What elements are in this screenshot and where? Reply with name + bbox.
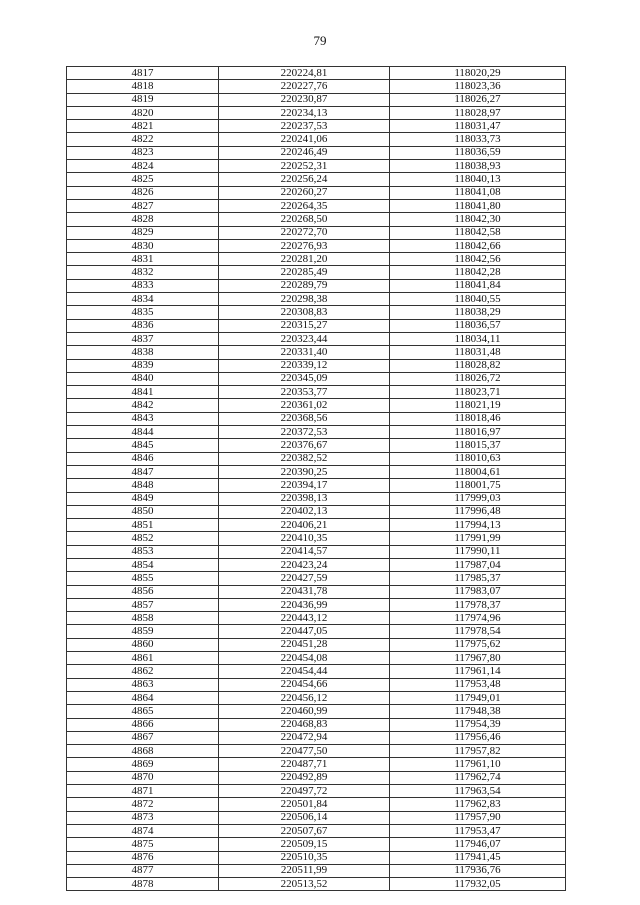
x-coordinate-cell: 220252,31 xyxy=(219,160,390,173)
table-row xyxy=(67,864,566,877)
point-number-cell: 4821 xyxy=(67,120,219,133)
table-row xyxy=(67,306,566,319)
point-number-cell: 4824 xyxy=(67,160,219,173)
x-coordinate-cell: 220281,20 xyxy=(219,253,390,266)
point-number-cell: 4830 xyxy=(67,239,219,252)
point-number-cell: 4870 xyxy=(67,771,219,784)
x-coordinate-cell: 220398,13 xyxy=(219,492,390,505)
x-coordinate-cell: 220276,93 xyxy=(219,239,390,252)
y-coordinate-cell: 117962,74 xyxy=(390,771,566,784)
point-number-cell: 4856 xyxy=(67,585,219,598)
table-row xyxy=(67,798,566,811)
table-row xyxy=(67,266,566,279)
x-coordinate-cell: 220234,13 xyxy=(219,106,390,119)
x-coordinate-cell: 220289,79 xyxy=(219,279,390,292)
y-coordinate-cell: 118018,46 xyxy=(390,412,566,425)
table-row xyxy=(67,186,566,199)
x-coordinate-cell: 220454,08 xyxy=(219,652,390,665)
y-coordinate-cell: 117991,99 xyxy=(390,532,566,545)
point-number-cell: 4852 xyxy=(67,532,219,545)
table-row xyxy=(67,745,566,758)
x-coordinate-cell: 220451,28 xyxy=(219,638,390,651)
x-coordinate-cell: 220447,05 xyxy=(219,625,390,638)
table-row xyxy=(67,824,566,837)
y-coordinate-cell: 118031,48 xyxy=(390,346,566,359)
point-number-cell: 4875 xyxy=(67,838,219,851)
table-row xyxy=(67,359,566,372)
y-coordinate-cell: 117985,37 xyxy=(390,572,566,585)
x-coordinate-cell: 220431,78 xyxy=(219,585,390,598)
point-number-cell: 4854 xyxy=(67,558,219,571)
point-number-cell: 4844 xyxy=(67,426,219,439)
x-coordinate-cell: 220368,56 xyxy=(219,412,390,425)
table-row xyxy=(67,718,566,731)
y-coordinate-cell: 117963,54 xyxy=(390,785,566,798)
point-number-cell: 4860 xyxy=(67,638,219,651)
point-number-cell: 4847 xyxy=(67,465,219,478)
point-number-cell: 4866 xyxy=(67,718,219,731)
y-coordinate-cell: 118036,57 xyxy=(390,319,566,332)
y-coordinate-cell: 118026,27 xyxy=(390,93,566,106)
x-coordinate-cell: 220410,35 xyxy=(219,532,390,545)
point-number-cell: 4840 xyxy=(67,372,219,385)
y-coordinate-cell: 117978,54 xyxy=(390,625,566,638)
y-coordinate-cell: 117978,37 xyxy=(390,598,566,611)
y-coordinate-cell: 118036,59 xyxy=(390,146,566,159)
x-coordinate-cell: 220361,02 xyxy=(219,399,390,412)
point-number-cell: 4826 xyxy=(67,186,219,199)
y-coordinate-cell: 118001,75 xyxy=(390,479,566,492)
x-coordinate-cell: 220339,12 xyxy=(219,359,390,372)
table-row xyxy=(67,465,566,478)
table-row xyxy=(67,226,566,239)
y-coordinate-cell: 117962,83 xyxy=(390,798,566,811)
x-coordinate-cell: 220353,77 xyxy=(219,386,390,399)
y-coordinate-cell: 118042,30 xyxy=(390,213,566,226)
point-number-cell: 4865 xyxy=(67,705,219,718)
point-number-cell: 4825 xyxy=(67,173,219,186)
table-row xyxy=(67,705,566,718)
point-number-cell: 4863 xyxy=(67,678,219,691)
y-coordinate-cell: 117987,04 xyxy=(390,558,566,571)
point-number-cell: 4849 xyxy=(67,492,219,505)
table-row xyxy=(67,80,566,93)
x-coordinate-cell: 220331,40 xyxy=(219,346,390,359)
y-coordinate-cell: 117961,10 xyxy=(390,758,566,771)
x-coordinate-cell: 220414,57 xyxy=(219,545,390,558)
point-number-cell: 4853 xyxy=(67,545,219,558)
table-row xyxy=(67,519,566,532)
y-coordinate-cell: 118023,71 xyxy=(390,386,566,399)
x-coordinate-cell: 220468,83 xyxy=(219,718,390,731)
x-coordinate-cell: 220268,50 xyxy=(219,213,390,226)
x-coordinate-cell: 220507,67 xyxy=(219,824,390,837)
point-number-cell: 4822 xyxy=(67,133,219,146)
y-coordinate-cell: 117990,11 xyxy=(390,545,566,558)
table-row xyxy=(67,838,566,851)
coordinates-table xyxy=(66,66,566,891)
table-row xyxy=(67,279,566,292)
point-number-cell: 4817 xyxy=(67,67,219,80)
point-number-cell: 4829 xyxy=(67,226,219,239)
y-coordinate-cell: 118042,66 xyxy=(390,239,566,252)
table-row xyxy=(67,612,566,625)
y-coordinate-cell: 118028,97 xyxy=(390,106,566,119)
point-number-cell: 4827 xyxy=(67,199,219,212)
x-coordinate-cell: 220285,49 xyxy=(219,266,390,279)
x-coordinate-cell: 220315,27 xyxy=(219,319,390,332)
table-row xyxy=(67,412,566,425)
point-number-cell: 4878 xyxy=(67,878,219,891)
point-number-cell: 4832 xyxy=(67,266,219,279)
table-row xyxy=(67,691,566,704)
table-row xyxy=(67,173,566,186)
point-number-cell: 4871 xyxy=(67,785,219,798)
x-coordinate-cell: 220241,06 xyxy=(219,133,390,146)
table-row xyxy=(67,638,566,651)
x-coordinate-cell: 220227,76 xyxy=(219,80,390,93)
y-coordinate-cell: 117974,96 xyxy=(390,612,566,625)
x-coordinate-cell: 220510,35 xyxy=(219,851,390,864)
x-coordinate-cell: 220472,94 xyxy=(219,731,390,744)
table-row xyxy=(67,67,566,80)
point-number-cell: 4872 xyxy=(67,798,219,811)
point-number-cell: 4858 xyxy=(67,612,219,625)
point-number-cell: 4874 xyxy=(67,824,219,837)
x-coordinate-cell: 220323,44 xyxy=(219,332,390,345)
y-coordinate-cell: 118016,97 xyxy=(390,426,566,439)
point-number-cell: 4831 xyxy=(67,253,219,266)
y-coordinate-cell: 117941,45 xyxy=(390,851,566,864)
point-number-cell: 4869 xyxy=(67,758,219,771)
point-number-cell: 4877 xyxy=(67,864,219,877)
x-coordinate-cell: 220436,99 xyxy=(219,598,390,611)
table-row xyxy=(67,426,566,439)
table-row xyxy=(67,106,566,119)
table-row xyxy=(67,492,566,505)
x-coordinate-cell: 220511,99 xyxy=(219,864,390,877)
table-row xyxy=(67,239,566,252)
y-coordinate-cell: 117967,80 xyxy=(390,652,566,665)
table-row xyxy=(67,479,566,492)
table-row xyxy=(67,665,566,678)
table-row xyxy=(67,372,566,385)
point-number-cell: 4857 xyxy=(67,598,219,611)
point-number-cell: 4855 xyxy=(67,572,219,585)
table-row xyxy=(67,213,566,226)
table-row xyxy=(67,399,566,412)
point-number-cell: 4820 xyxy=(67,106,219,119)
y-coordinate-cell: 118031,47 xyxy=(390,120,566,133)
x-coordinate-cell: 220260,27 xyxy=(219,186,390,199)
table-row xyxy=(67,811,566,824)
point-number-cell: 4842 xyxy=(67,399,219,412)
point-number-cell: 4828 xyxy=(67,213,219,226)
table-row xyxy=(67,851,566,864)
y-coordinate-cell: 117961,14 xyxy=(390,665,566,678)
point-number-cell: 4873 xyxy=(67,811,219,824)
point-number-cell: 4823 xyxy=(67,146,219,159)
y-coordinate-cell: 117936,76 xyxy=(390,864,566,877)
table-row xyxy=(67,253,566,266)
coordinates-table-body xyxy=(67,67,566,891)
x-coordinate-cell: 220456,12 xyxy=(219,691,390,704)
point-number-cell: 4833 xyxy=(67,279,219,292)
y-coordinate-cell: 118040,55 xyxy=(390,293,566,306)
x-coordinate-cell: 220272,70 xyxy=(219,226,390,239)
table-row xyxy=(67,146,566,159)
x-coordinate-cell: 220345,09 xyxy=(219,372,390,385)
table-row xyxy=(67,93,566,106)
x-coordinate-cell: 220501,84 xyxy=(219,798,390,811)
table-row xyxy=(67,625,566,638)
y-coordinate-cell: 118042,56 xyxy=(390,253,566,266)
y-coordinate-cell: 118028,82 xyxy=(390,359,566,372)
table-row xyxy=(67,293,566,306)
y-coordinate-cell: 117999,03 xyxy=(390,492,566,505)
x-coordinate-cell: 220376,67 xyxy=(219,439,390,452)
point-number-cell: 4876 xyxy=(67,851,219,864)
x-coordinate-cell: 220256,24 xyxy=(219,173,390,186)
x-coordinate-cell: 220406,21 xyxy=(219,519,390,532)
point-number-cell: 4850 xyxy=(67,505,219,518)
point-number-cell: 4851 xyxy=(67,519,219,532)
y-coordinate-cell: 117996,48 xyxy=(390,505,566,518)
table-row xyxy=(67,678,566,691)
table-row xyxy=(67,585,566,598)
y-coordinate-cell: 117994,13 xyxy=(390,519,566,532)
y-coordinate-cell: 117957,90 xyxy=(390,811,566,824)
y-coordinate-cell: 118038,93 xyxy=(390,160,566,173)
x-coordinate-cell: 220460,99 xyxy=(219,705,390,718)
point-number-cell: 4845 xyxy=(67,439,219,452)
table-row xyxy=(67,598,566,611)
page-number: 79 xyxy=(313,33,327,48)
point-number-cell: 4841 xyxy=(67,386,219,399)
y-coordinate-cell: 117975,62 xyxy=(390,638,566,651)
table-row xyxy=(67,731,566,744)
point-number-cell: 4838 xyxy=(67,346,219,359)
x-coordinate-cell: 220390,25 xyxy=(219,465,390,478)
table-row xyxy=(67,532,566,545)
table-row xyxy=(67,386,566,399)
x-coordinate-cell: 220487,71 xyxy=(219,758,390,771)
y-coordinate-cell: 118041,84 xyxy=(390,279,566,292)
table-row xyxy=(67,346,566,359)
y-coordinate-cell: 118015,37 xyxy=(390,439,566,452)
y-coordinate-cell: 118041,80 xyxy=(390,199,566,212)
x-coordinate-cell: 220246,49 xyxy=(219,146,390,159)
y-coordinate-cell: 118023,36 xyxy=(390,80,566,93)
x-coordinate-cell: 220506,14 xyxy=(219,811,390,824)
table-row xyxy=(67,199,566,212)
point-number-cell: 4819 xyxy=(67,93,219,106)
y-coordinate-cell: 117956,46 xyxy=(390,731,566,744)
x-coordinate-cell: 220492,89 xyxy=(219,771,390,784)
y-coordinate-cell: 117953,47 xyxy=(390,824,566,837)
table-row xyxy=(67,572,566,585)
y-coordinate-cell: 117957,82 xyxy=(390,745,566,758)
y-coordinate-cell: 117954,39 xyxy=(390,718,566,731)
point-number-cell: 4848 xyxy=(67,479,219,492)
y-coordinate-cell: 118020,29 xyxy=(390,67,566,80)
x-coordinate-cell: 220443,12 xyxy=(219,612,390,625)
y-coordinate-cell: 118010,63 xyxy=(390,452,566,465)
x-coordinate-cell: 220382,52 xyxy=(219,452,390,465)
point-number-cell: 4835 xyxy=(67,306,219,319)
x-coordinate-cell: 220402,13 xyxy=(219,505,390,518)
y-coordinate-cell: 118042,58 xyxy=(390,226,566,239)
y-coordinate-cell: 118040,13 xyxy=(390,173,566,186)
table-row xyxy=(67,160,566,173)
point-number-cell: 4834 xyxy=(67,293,219,306)
table-row xyxy=(67,120,566,133)
y-coordinate-cell: 118038,29 xyxy=(390,306,566,319)
table-row xyxy=(67,785,566,798)
y-coordinate-cell: 117983,07 xyxy=(390,585,566,598)
y-coordinate-cell: 117932,05 xyxy=(390,878,566,891)
x-coordinate-cell: 220427,59 xyxy=(219,572,390,585)
point-number-cell: 4846 xyxy=(67,452,219,465)
point-number-cell: 4862 xyxy=(67,665,219,678)
x-coordinate-cell: 220513,52 xyxy=(219,878,390,891)
table-row xyxy=(67,452,566,465)
y-coordinate-cell: 117948,38 xyxy=(390,705,566,718)
point-number-cell: 4818 xyxy=(67,80,219,93)
x-coordinate-cell: 220308,83 xyxy=(219,306,390,319)
x-coordinate-cell: 220423,24 xyxy=(219,558,390,571)
table-row xyxy=(67,133,566,146)
y-coordinate-cell: 117946,07 xyxy=(390,838,566,851)
point-number-cell: 4867 xyxy=(67,731,219,744)
table-row xyxy=(67,878,566,891)
point-number-cell: 4861 xyxy=(67,652,219,665)
y-coordinate-cell: 117953,48 xyxy=(390,678,566,691)
table-row xyxy=(67,652,566,665)
point-number-cell: 4837 xyxy=(67,332,219,345)
point-number-cell: 4839 xyxy=(67,359,219,372)
point-number-cell: 4864 xyxy=(67,691,219,704)
x-coordinate-cell: 220224,81 xyxy=(219,67,390,80)
y-coordinate-cell: 118004,61 xyxy=(390,465,566,478)
x-coordinate-cell: 220454,66 xyxy=(219,678,390,691)
x-coordinate-cell: 220264,35 xyxy=(219,199,390,212)
y-coordinate-cell: 117949,01 xyxy=(390,691,566,704)
x-coordinate-cell: 220237,53 xyxy=(219,120,390,133)
x-coordinate-cell: 220372,53 xyxy=(219,426,390,439)
x-coordinate-cell: 220497,72 xyxy=(219,785,390,798)
point-number-cell: 4859 xyxy=(67,625,219,638)
table-row xyxy=(67,332,566,345)
x-coordinate-cell: 220477,50 xyxy=(219,745,390,758)
table-row xyxy=(67,545,566,558)
x-coordinate-cell: 220298,38 xyxy=(219,293,390,306)
x-coordinate-cell: 220230,87 xyxy=(219,93,390,106)
y-coordinate-cell: 118026,72 xyxy=(390,372,566,385)
table-row xyxy=(67,505,566,518)
point-number-cell: 4836 xyxy=(67,319,219,332)
table-row xyxy=(67,758,566,771)
y-coordinate-cell: 118021,19 xyxy=(390,399,566,412)
y-coordinate-cell: 118033,73 xyxy=(390,133,566,146)
y-coordinate-cell: 118034,11 xyxy=(390,332,566,345)
x-coordinate-cell: 220394,17 xyxy=(219,479,390,492)
table-row xyxy=(67,558,566,571)
point-number-cell: 4843 xyxy=(67,412,219,425)
y-coordinate-cell: 118042,28 xyxy=(390,266,566,279)
x-coordinate-cell: 220509,15 xyxy=(219,838,390,851)
table-row xyxy=(67,439,566,452)
y-coordinate-cell: 118041,08 xyxy=(390,186,566,199)
x-coordinate-cell: 220454,44 xyxy=(219,665,390,678)
point-number-cell: 4868 xyxy=(67,745,219,758)
table-row xyxy=(67,319,566,332)
table-row xyxy=(67,771,566,784)
